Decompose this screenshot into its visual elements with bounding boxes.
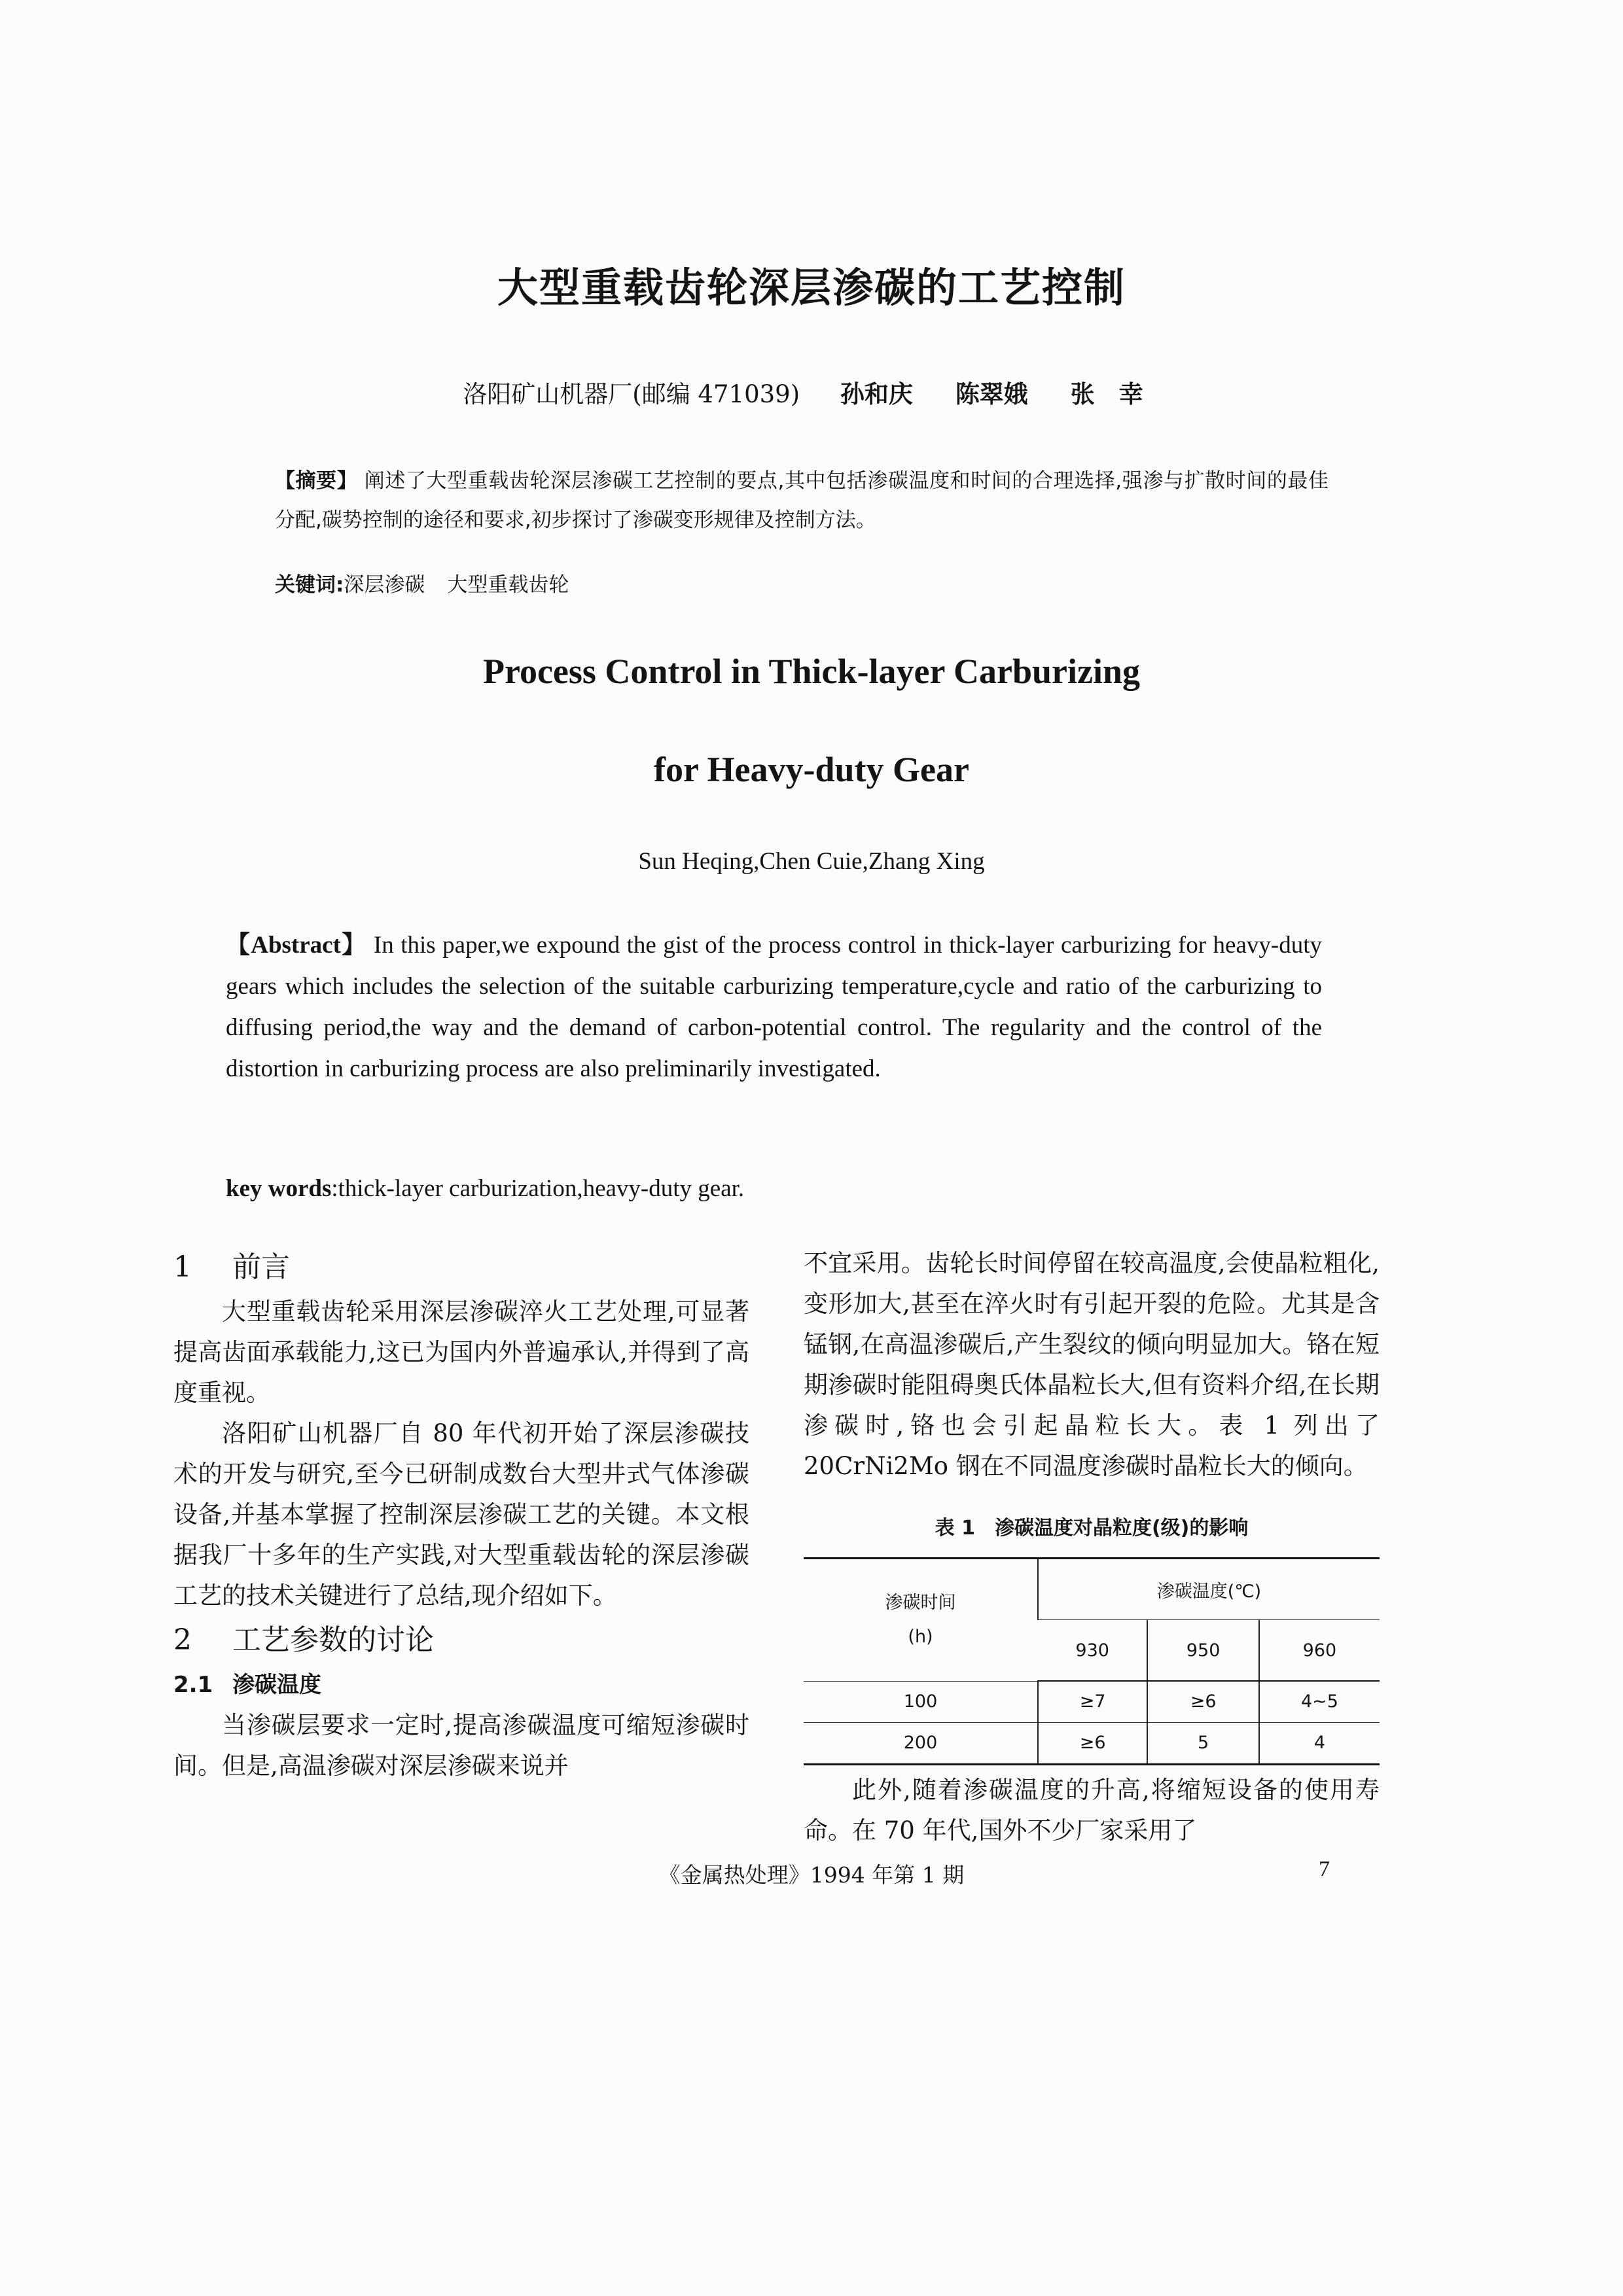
- table-row: [804, 1722, 1380, 1764]
- table-header-row: [804, 1559, 1380, 1620]
- table-cell: 200: [804, 1722, 1038, 1764]
- abstract-cn-text: 阐述了大型重载齿轮深层渗碳工艺控制的要点,其中包括渗碳温度和时间的合理选择,强渗与扩散时间的最佳分配,碳势控制的途径和要求,初步探讨了渗碳变形规律及控制方法。: [275, 469, 1329, 532]
- author-cn: 张 幸: [1070, 380, 1143, 408]
- affiliation-cn: 洛阳矿山机器厂(邮编 471039): [463, 380, 800, 408]
- paragraph: 大型重载齿轮采用深层渗碳淬火工艺处理,可显著提高齿面承载能力,这已为国内外普遍承认,并得到了高度重视。: [173, 1298, 749, 1407]
- authors-en: Sun Heqing,Chen Cuie,Zhang Xing: [638, 848, 985, 875]
- footer-journal: 《金属热处理》1994 年第 1 期: [658, 1862, 965, 1888]
- paragraph: 此外,随着渗碳温度的升高,将缩短设备的使用寿命。在 70 年代,国外不少厂家采用了: [804, 1776, 1380, 1845]
- keyword-cn: 深层渗碳: [344, 573, 425, 597]
- keywords-cn-label: 关键词:: [275, 573, 344, 597]
- abstract-cn: [275, 461, 1329, 540]
- title-en-line-1: Process Control in Thick-layer Carburizing: [482, 652, 1140, 691]
- table-header-cell: 950: [1147, 1620, 1258, 1682]
- keywords-en-label: key words: [226, 1175, 332, 1202]
- section-heading: [173, 1616, 749, 1665]
- section-heading: [173, 1243, 749, 1292]
- authors-cn: [0, 374, 1623, 410]
- keywords-en-text: :thick-layer carburization,heavy-duty gear.: [331, 1175, 745, 1202]
- table-cell: ≥7: [1038, 1681, 1147, 1722]
- section-title: 前言: [232, 1250, 290, 1284]
- table-cell: 5: [1147, 1722, 1258, 1764]
- table-header-temp: 渗碳温度(℃): [1038, 1559, 1380, 1620]
- title-cn: 大型重载齿轮深层渗碳的工艺控制: [497, 264, 1126, 311]
- author-cn: 孙和庆: [840, 380, 913, 408]
- table-label: 表 1: [935, 1517, 975, 1540]
- table-cell: ≥6: [1147, 1681, 1258, 1722]
- table-header-time: [804, 1559, 1038, 1682]
- body-column-left: [173, 1243, 749, 1786]
- subsection-number: 2.1: [173, 1672, 213, 1698]
- paragraph: 不宜采用。齿轮长时间停留在较高温度,会使晶粒粗化,变形加大,甚至在淬火时有引起开裂的危险。尤其是含锰钢,在高温渗碳后,产生裂纹的倾向明显加大。铬在短期渗碳时能阻碍奥氏体晶粒长大,但有资料介绍,在长期渗碳时,铬也会引起晶粒长大。表 1 列出了 20CrNi2Mo 钢在不同温度渗碳时晶粒长大的倾向。: [804, 1249, 1380, 1480]
- keywords-en: [226, 1174, 744, 1203]
- table-cell: ≥6: [1038, 1722, 1147, 1764]
- abstract-en: [226, 925, 1322, 1089]
- table-cell: 100: [804, 1681, 1038, 1722]
- section-title: 工艺参数的讨论: [232, 1623, 434, 1657]
- subsection-heading: [173, 1665, 749, 1705]
- table-header-time-label: 渗碳时间: [885, 1592, 956, 1613]
- table-row: [804, 1681, 1380, 1722]
- author-names-cn: [823, 380, 1160, 408]
- table-carburizing-grain-size: [804, 1557, 1380, 1765]
- keywords-cn: [275, 568, 569, 597]
- subsection-title: 渗碳温度: [232, 1672, 321, 1698]
- abstract-en-label: 【Abstract】: [226, 932, 367, 959]
- body-column-right-continued: [804, 1770, 1380, 1851]
- table-header-cell: 960: [1259, 1620, 1380, 1682]
- table-cell: 4~5: [1259, 1681, 1380, 1722]
- table-header-time-unit: (h): [908, 1626, 933, 1647]
- title-en-line-2: for Heavy-duty Gear: [654, 750, 969, 789]
- paragraph: 当渗碳层要求一定时,提高渗碳温度可缩短渗碳时间。但是,高温渗碳对深层渗碳来说并: [173, 1711, 749, 1780]
- abstract-en-text: In this paper,we expound the gist of the process control in thick-layer carburizing for heavy-duty gears which includes the selection of the suitable carburizing temperature,cycle and ratio of the carburizing to diffusing period,the way and the demand of carbon-potential control. The regularity and the control of the distortion in carburizing process are also preliminarily investigated.: [226, 932, 1323, 1082]
- table-caption: [804, 1511, 1380, 1540]
- table-header-cell: 930: [1038, 1620, 1147, 1682]
- keyword-cn: 大型重载齿轮: [447, 573, 569, 597]
- abstract-cn-label: 【摘要】: [275, 469, 358, 493]
- section-number: 2: [173, 1623, 192, 1657]
- paragraph: 洛阳矿山机器厂自 80 年代初开始了深层渗碳技术的开发与研究,至今已研制成数台大型井式气体渗碳设备,并基本掌握了控制深层渗碳工艺的关键。本文根据我厂十多年的生产实践,对大型重载齿轮的深层渗碳工艺的技术关键进行了总结,现介绍如下。: [173, 1419, 749, 1610]
- page-number: 7: [1319, 1857, 1330, 1881]
- section-number: 1: [173, 1250, 192, 1284]
- table-cell: 4: [1259, 1722, 1380, 1764]
- author-cn: 陈翠娥: [955, 380, 1028, 408]
- table-caption-text: 渗碳温度对晶粒度(级)的影响: [994, 1517, 1249, 1540]
- body-column-right: [804, 1243, 1380, 1487]
